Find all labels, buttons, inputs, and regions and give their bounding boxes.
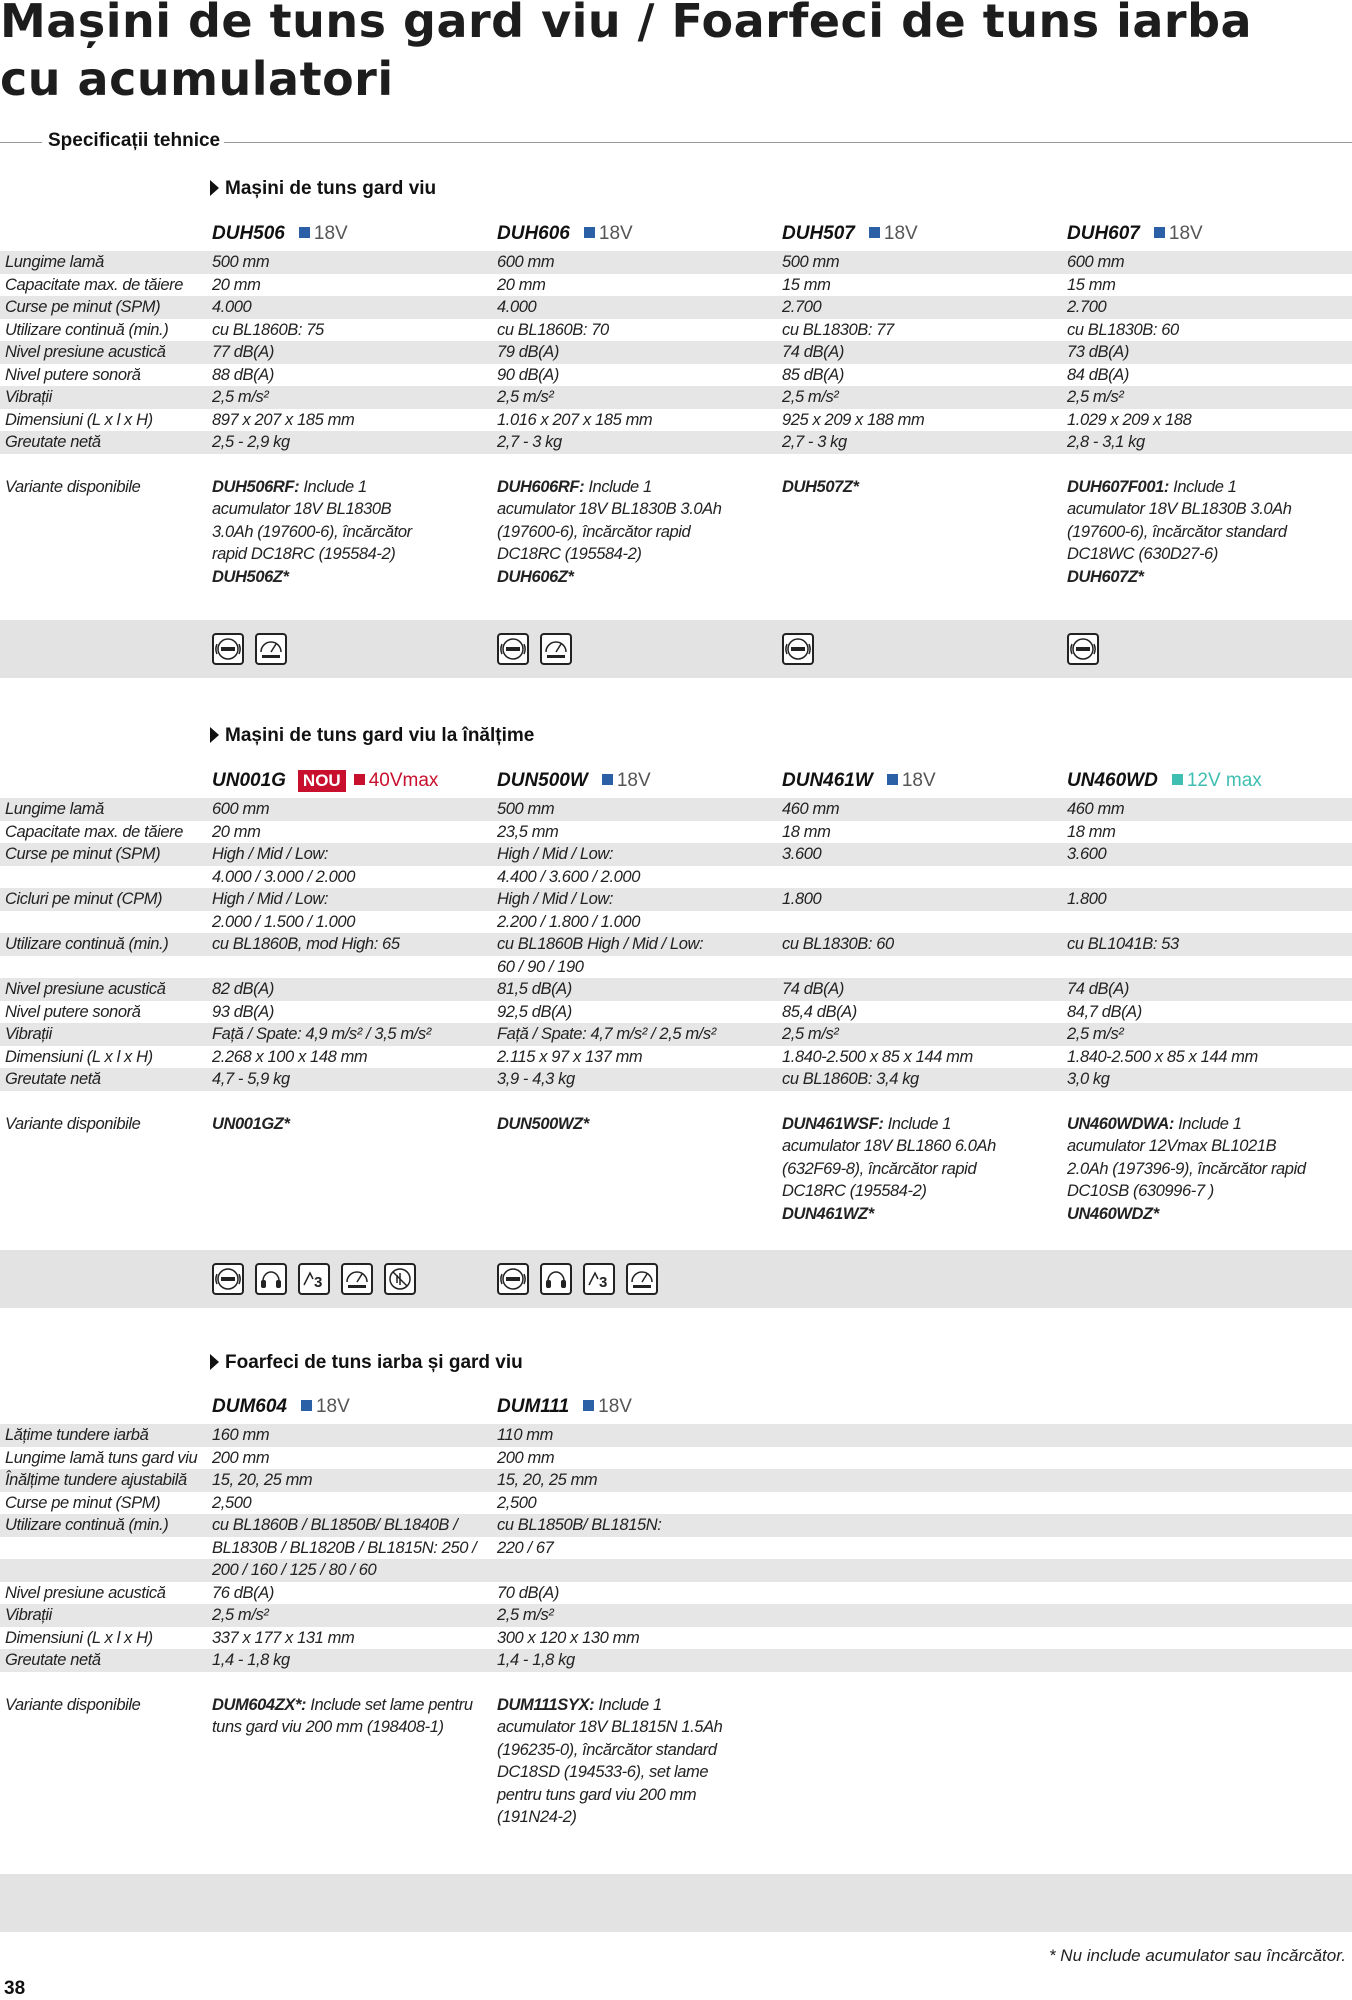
spec-value: 4,7 - 5,9 kg [212,1070,290,1088]
spec-row [0,956,1352,979]
product-name: DUN461W 18V [782,770,936,791]
variant-description: tuns gard viu 200 mm (198408-1) [212,1718,444,1736]
voltage-square-icon [299,227,310,238]
spec-value: cu BL1860B, mod High: 65 [212,935,400,953]
spec-row [0,888,1352,911]
brake-icon [212,1263,244,1295]
spec-value: 600 mm [212,800,270,818]
product-header-row [0,1396,1352,1422]
spec-row [0,1627,1352,1650]
spec-value: 460 mm [1067,800,1125,818]
spec-value: 2,7 - 3 kg [497,433,562,451]
variants-label: Variante disponibile [5,1695,141,1714]
spec-value: 2,5 m/s² [497,1606,554,1624]
brake-icon [782,633,814,665]
section-title: Foarfeci de tuns iarba și gard viu [210,1352,523,1374]
voltage-square-icon [583,1400,594,1411]
spec-value: 23,5 mm [497,822,559,841]
spec-label: Dimensiuni (L x l x H) [5,410,153,429]
spec-row [0,364,1352,387]
variant-description: acumulator 18V BL1860 6.0Ah [782,1137,996,1155]
spec-label: Curse pe minut (SPM) [5,845,161,863]
spec-label: Specificații tehnice [48,130,221,151]
spec-row [0,821,1352,844]
spec-row [0,296,1352,319]
brake-icon [212,633,244,665]
voltage-square-icon [1172,774,1183,785]
spec-value: 2,5 - 2,9 kg [212,433,290,451]
spec-label: Înălțime tundere ajustabilă [5,1471,187,1489]
spec-row [0,798,1352,821]
spec-label: Curse pe minut (SPM) [5,1493,161,1512]
spec-value: Față / Spate: 4,9 m/s² / 3,5 m/s² [212,1025,431,1043]
variant-code: DUH506RF: [212,477,300,496]
variant-code: UN460WDZ* [1067,1204,1159,1223]
variant-code: DUN461WZ* [782,1204,874,1223]
voltage-square-icon [354,774,365,785]
spec-value: High / Mid / Low: [212,890,329,908]
spec-row [0,1514,1352,1537]
spec-value: 2.200 / 1.800 / 1.000 [497,912,640,931]
spec-label: Nivel putere sonoră [5,365,141,384]
product-name: DUH606 18V [497,223,633,244]
variant-description: acumulator 18V BL1815N 1.5Ah [497,1718,723,1736]
variant-code: DUH506Z* [212,567,289,586]
caret-right-icon [210,1354,219,1370]
spec-value: 73 dB(A) [1067,343,1129,361]
spec-value: 2,500 [212,1493,252,1512]
voltage-square-icon [1154,227,1165,238]
spec-value: 88 dB(A) [212,365,274,384]
variant-description: DC10SB (630996-7 ) [1067,1182,1214,1200]
variant-code: UN001GZ* [212,1114,290,1133]
spec-label: Greutate netă [5,1070,101,1088]
product-name: DUH507 18V [782,223,918,244]
svg-text:3: 3 [314,1274,323,1291]
spec-value: 925 x 209 x 188 mm [782,410,925,429]
brake-icon [497,633,529,665]
spec-value: cu BL1830B: 60 [1067,320,1179,339]
variant-code: DUH507Z* [782,477,859,496]
spec-value: 18 mm [1067,822,1116,841]
variant-description: DC18WC (630D27-6) [1067,545,1218,563]
spec-label: Nivel presiune acustică [5,343,166,361]
spec-value: 4.000 [497,298,537,316]
voltage-label: 40Vmax [368,770,439,791]
new-badge: NOU [298,770,346,792]
spec-value: 20 mm [212,275,261,294]
spec-value: 1.029 x 209 x 188 [1067,410,1192,429]
product-name: UN460WD 12V max [1067,770,1262,791]
spec-row [0,1424,1352,1447]
divider [0,142,42,143]
spec-value: 110 mm [497,1426,553,1444]
product-name: DUM604 18V [212,1396,350,1417]
spec-label: Lățime tundere iarbă [5,1426,149,1444]
spec-row [0,409,1352,432]
spec-value: 2.700 [1067,298,1107,316]
spec-value: 15 mm [1067,275,1116,294]
spec-label: Utilizare continuă (min.) [5,935,169,953]
variant-description: (632F69-8), încărcător rapid [782,1159,977,1178]
variants-label: Variante disponibile [5,1114,141,1133]
spec-label: Curse pe minut (SPM) [5,298,161,316]
spec-row [0,319,1352,342]
ear-protection-icon [540,1263,572,1295]
product-name: DUN500W 18V [497,770,651,791]
variant-code: DUM111SYX: [497,1695,595,1714]
spec-label: Utilizare continuă (min.) [5,320,169,339]
variant-code: DUH607Z* [1067,567,1144,586]
divider [224,142,1352,143]
spec-value: 84,7 dB(A) [1067,1002,1142,1021]
variant-code: DUH606RF: [497,477,585,496]
spec-value: cu BL1860B: 70 [497,320,609,339]
product-header-row [0,770,1352,796]
caret-right-icon [210,727,219,743]
spec-value: 200 / 160 / 125 / 80 / 60 [212,1561,377,1579]
spec-value: Față / Spate: 4,7 m/s² / 2,5 m/s² [497,1025,716,1043]
section-title: Mașini de tuns gard viu [210,178,436,200]
variant-code: DUH606Z* [497,567,574,586]
spec-value: 15, 20, 25 mm [212,1471,313,1489]
spec-value: 460 mm [782,800,840,818]
spec-value: 18 mm [782,822,831,841]
voltage-label: 18V [616,770,651,791]
spec-value: 74 dB(A) [782,980,844,998]
voltage-square-icon [301,1400,312,1411]
spec-row [0,1537,1352,1560]
spec-value: 600 mm [1067,253,1125,271]
spec-value: 1.840-2.500 x 85 x 144 mm [782,1047,973,1066]
spec-value: 300 x 120 x 130 mm [497,1628,640,1647]
variant-description: (197600-6), încărcător rapid [497,522,691,541]
spec-value: 2,5 m/s² [212,388,269,406]
spec-row [0,341,1352,364]
variant-code: DUM604ZX*: [212,1695,307,1714]
spec-value: 1.016 x 207 x 185 mm [497,410,653,429]
spec-value: 2,5 m/s² [212,1606,269,1624]
caret-right-icon [210,180,219,196]
spec-row [0,1046,1352,1069]
spec-value: 337 x 177 x 131 mm [212,1628,355,1647]
spec-row [0,933,1352,956]
spec-label: Nivel presiune acustică [5,980,166,998]
variant-code: DUN500WZ* [497,1114,589,1133]
spec-value: cu BL1860B / BL1850B/ BL1840B / [212,1516,458,1534]
spec-value: 200 mm [212,1448,270,1467]
spec-value: 93 dB(A) [212,1002,274,1021]
spec-label: Nivel putere sonoră [5,1002,141,1021]
variant-description: pentru tuns gard viu 200 mm [497,1785,697,1804]
variant-description: DC18RC (195584-2) [782,1182,927,1200]
variant-code: DUN461WSF: [782,1114,884,1133]
spec-label: Greutate netă [5,433,101,451]
spec-value: 15, 20, 25 mm [497,1471,598,1489]
no-noise-icon [384,1263,416,1295]
spec-value: 3,0 kg [1067,1070,1110,1088]
product-name: DUH506 18V [212,223,348,244]
variant-description: DC18SD (194533-6), set lame [497,1763,709,1781]
spec-value: 92,5 dB(A) [497,1002,572,1021]
spec-value: 77 dB(A) [212,343,274,361]
spec-value: 500 mm [497,800,555,818]
spec-value: cu BL1860B: 75 [212,320,324,339]
spec-value: cu BL1041B: 53 [1067,935,1179,953]
spec-value: 2,7 - 3 kg [782,433,847,451]
spec-label: Vibrații [5,388,52,406]
product-name: UN001G NOU 40Vmax [212,770,439,791]
spec-value: 600 mm [497,253,555,271]
spec-row [0,1068,1352,1091]
spec-value: 2,5 m/s² [1067,1025,1124,1043]
spec-label: Utilizare continuă (min.) [5,1516,169,1534]
voltage-label: 18V [883,223,918,244]
spec-value: 1,4 - 1,8 kg [212,1651,290,1669]
spec-value: 220 / 67 [497,1538,554,1557]
spec-value: 84 dB(A) [1067,365,1129,384]
feature-icon-band [0,1874,1352,1932]
spec-row [0,1469,1352,1492]
spec-value: High / Mid / Low: [497,845,614,863]
spec-label: Capacitate max. de tăiere [5,275,184,294]
product-name: DUM111 18V [497,1396,632,1417]
constant-speed-icon [626,1263,658,1295]
spec-value: 3,9 - 4,3 kg [497,1070,575,1088]
spec-label: Lungime lamă tuns gard viu [5,1448,198,1467]
spec-row [0,386,1352,409]
constant-speed-icon [540,633,572,665]
spec-value: 74 dB(A) [1067,980,1129,998]
variant-description: acumulator 18V BL1830B 3.0Ah [1067,500,1292,518]
voltage-label: 12V max [1186,770,1262,791]
spec-value: 3.600 [782,845,822,863]
variant-description: acumulator 18V BL1830B [212,500,392,518]
spec-value: 20 mm [212,822,261,841]
spec-value: 76 dB(A) [212,1583,274,1602]
voltage-label: 18V [598,223,633,244]
spec-row [0,1582,1352,1605]
variant-description: DC18RC (195584-2) [497,545,642,563]
spec-value: High / Mid / Low: [497,890,614,908]
spec-value: 74 dB(A) [782,343,844,361]
spec-value: 70 dB(A) [497,1583,559,1602]
voltage-square-icon [869,227,880,238]
section-title: Mașini de tuns gard viu la înălțime [210,725,534,747]
variant-description: (191N24-2) [497,1808,577,1826]
feature-icon-band [0,620,1352,678]
spec-label: Greutate netă [5,1651,101,1669]
spec-row [0,1559,1352,1582]
spec-value: cu BL1830B: 77 [782,320,894,339]
spec-value: 200 mm [497,1448,555,1467]
ear-protection-icon [255,1263,287,1295]
brake-icon [497,1263,529,1295]
spec-value: 15 mm [782,275,831,294]
spec-value: 85,4 dB(A) [782,1002,857,1021]
spec-value: 4.000 / 3.000 / 2.000 [212,867,355,886]
spec-value: BL1830B / BL1820B / BL1815N: 250 / [212,1538,477,1557]
spec-value: cu BL1860B: 3,4 kg [782,1070,919,1088]
spec-label: Nivel presiune acustică [5,1583,166,1602]
spec-row [0,1492,1352,1515]
spec-value: 2.000 / 1.500 / 1.000 [212,912,355,931]
spec-value: 85 dB(A) [782,365,844,384]
spec-label: Lungime lamă [5,253,104,271]
spec-row [0,274,1352,297]
spec-value: 2,5 m/s² [782,388,839,406]
voltage-square-icon [602,774,613,785]
footnote: * Nu include acumulator sau încărcător. [1048,1946,1346,1965]
spec-label: Capacitate max. de tăiere [5,822,184,841]
voltage-label: 18V [315,1396,350,1417]
spec-value: 1.800 [1067,890,1107,908]
spec-value: 82 dB(A) [212,980,274,998]
variant-description: 2.0Ah (197396-9), încărcător rapid [1067,1159,1306,1178]
spec-row [0,1001,1352,1024]
page-title: Mașini de tuns gard viu / Foarfeci de tuns iarba cu acumulatori [0,0,1253,106]
spec-row [0,1023,1352,1046]
svg-text:3: 3 [599,1274,608,1291]
spec-label: Vibrații [5,1025,52,1043]
spec-label: Dimensiuni (L x l x H) [5,1628,153,1647]
spec-label: Vibrații [5,1606,52,1624]
spec-value: 2,5 m/s² [497,388,554,406]
spec-value: 500 mm [212,253,270,271]
spec-row [0,911,1352,934]
spec-label: Lungime lamă [5,800,104,818]
spec-value: 2.268 x 100 x 148 mm [212,1047,368,1066]
variant-code: UN460WDWA: [1067,1114,1174,1133]
spec-value: 20 mm [497,275,546,294]
brake-icon [1067,633,1099,665]
three-speed-icon [583,1263,615,1295]
spec-value: 79 dB(A) [497,343,559,361]
spec-value: 4.400 / 3.600 / 2.000 [497,867,640,886]
voltage-label: 18V [598,1396,632,1417]
voltage-label: 18V [313,223,348,244]
spec-row [0,1649,1352,1672]
product-name: DUH607 18V [1067,223,1203,244]
spec-value: 60 / 90 / 190 [497,957,584,976]
spec-value: 160 mm [212,1426,270,1444]
constant-speed-icon [255,633,287,665]
spec-value: 1,4 - 1,8 kg [497,1651,575,1669]
spec-value: 1.800 [782,890,822,908]
voltage-square-icon [584,227,595,238]
spec-value: 2.700 [782,298,822,316]
spec-value: 2,8 - 3,1 kg [1067,433,1145,451]
variant-description: 3.0Ah (197600-6), încărcător [212,522,412,541]
variants-label: Variante disponibile [5,477,141,496]
spec-row [0,1447,1352,1470]
variant-description: rapid DC18RC (195584-2) [212,545,396,563]
spec-row [0,866,1352,889]
voltage-label: 18V [1168,223,1203,244]
spec-value: 4.000 [212,298,252,316]
spec-row [0,431,1352,454]
voltage-square-icon [887,774,898,785]
spec-row [0,251,1352,274]
variant-description: acumulator 18V BL1830B 3.0Ah [497,500,722,518]
spec-value: 2.115 x 97 x 137 mm [497,1047,643,1066]
voltage-label: 18V [901,770,936,791]
spec-row [0,843,1352,866]
spec-value: 500 mm [782,253,840,271]
spec-value: 90 dB(A) [497,365,559,384]
variant-description: (197600-6), încărcător standard [1067,522,1287,541]
spec-value: 3.600 [1067,845,1107,863]
three-speed-icon [298,1263,330,1295]
spec-value: 897 x 207 x 185 mm [212,410,355,429]
spec-value: cu BL1850B/ BL1815N: [497,1516,662,1534]
spec-label: Cicluri pe minut (CPM) [5,890,163,908]
page-number: 38 [4,1978,26,1999]
spec-value: 2,5 m/s² [1067,388,1124,406]
feature-icon-band [0,1250,1352,1308]
spec-value: 81,5 dB(A) [497,980,572,998]
spec-row [0,1604,1352,1627]
variant-code: DUH607F001: [1067,477,1169,496]
spec-value: 1.840-2.500 x 85 x 144 mm [1067,1047,1258,1066]
product-header-row [0,223,1352,249]
variant-description: acumulator 12Vmax BL1021B [1067,1137,1277,1155]
spec-row [0,978,1352,1001]
spec-value: 2,500 [497,1493,537,1512]
spec-value: High / Mid / Low: [212,845,329,863]
spec-label: Dimensiuni (L x l x H) [5,1047,153,1066]
constant-speed-icon [341,1263,373,1295]
variant-description: (196235-0), încărcător standard [497,1740,717,1759]
spec-value: cu BL1860B High / Mid / Low: [497,935,704,953]
spec-value: 2,5 m/s² [782,1025,839,1043]
spec-value: cu BL1830B: 60 [782,935,894,953]
